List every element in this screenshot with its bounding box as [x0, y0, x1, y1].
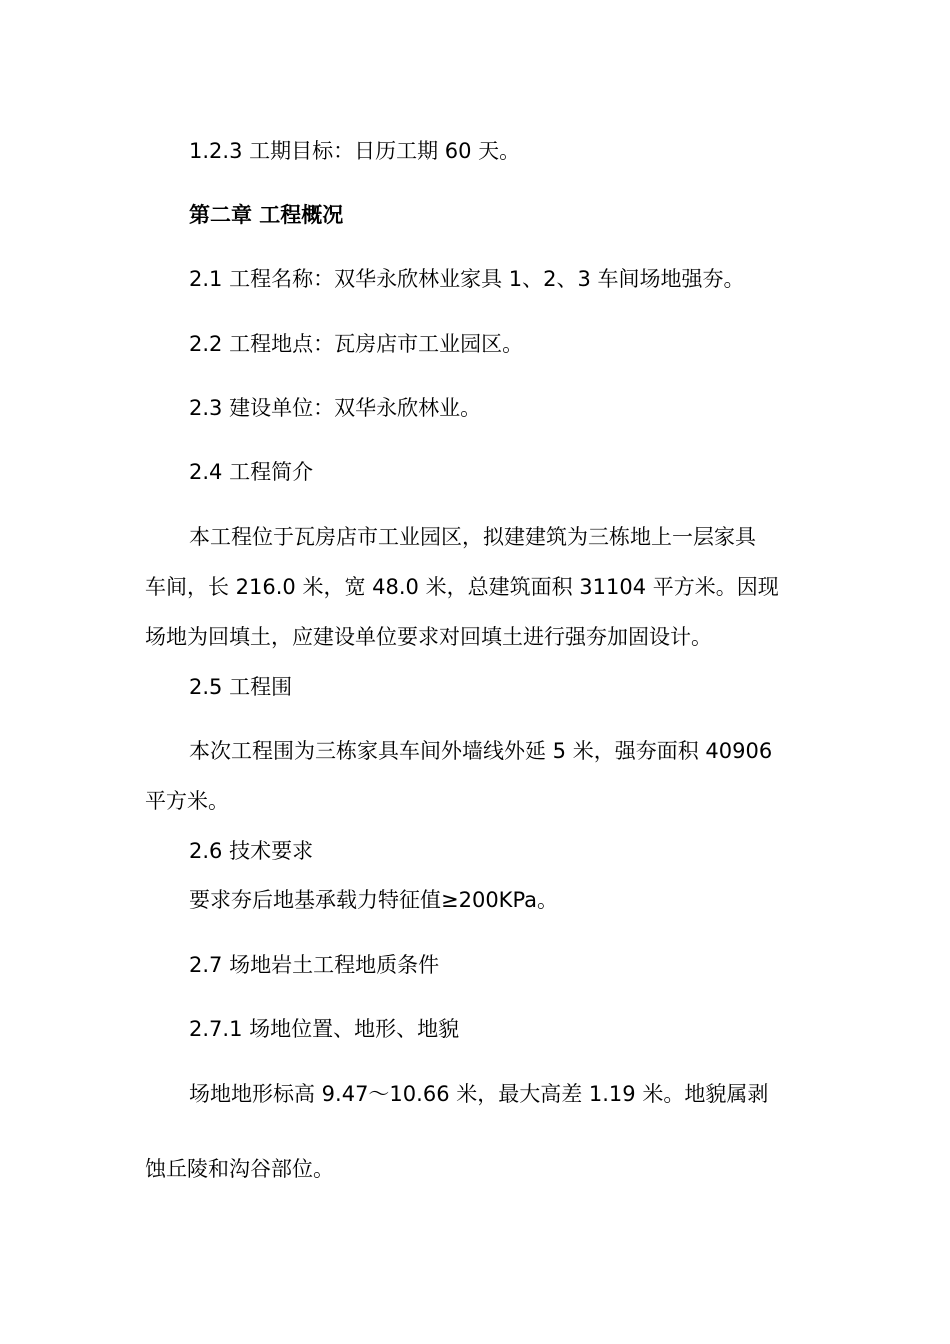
construction-unit: 2.3 建设单位：双华永欣林业。	[189, 396, 482, 420]
schedule-target: 1.2.3 工期目标：日历工期 60 天。	[189, 139, 521, 163]
project-intro-paragraph-line-3: 场地为回填土，应建设单位要求对回填土进行强夯加固设计。	[145, 625, 712, 649]
project-intro-paragraph-line-1: 本工程位于瓦房店市工业园区，拟建建筑为三栋地上一层家具	[189, 525, 756, 549]
project-scope-paragraph-line-1: 本次工程围为三栋家具车间外墙线外延 5 米，强夯面积 40906	[189, 739, 773, 763]
project-scope-paragraph-line-2: 平方米。	[145, 789, 229, 813]
project-intro-paragraph-line-2: 车间，长 216.0 米，宽 48.0 米，总建筑面积 31104 平方米。因现	[145, 575, 779, 599]
project-scope-heading: 2.5 工程围	[189, 675, 293, 699]
project-location: 2.2 工程地点：瓦房店市工业园区。	[189, 332, 524, 356]
site-location-heading: 2.7.1 场地位置、地形、地貌	[189, 1017, 460, 1041]
project-name: 2.1 工程名称：双华永欣林业家具 1、2、3 车间场地强夯。	[189, 267, 745, 291]
technical-requirements-heading: 2.6 技术要求	[189, 839, 314, 863]
technical-requirements-text: 要求夯后地基承载力特征值≥200KPa。	[189, 888, 559, 912]
geology-heading: 2.7 场地岩土工程地质条件	[189, 953, 440, 977]
site-terrain-paragraph-line-1: 场地地形标高 9.47～10.66 米，最大高差 1.19 米。地貌属剥	[189, 1082, 769, 1106]
project-intro-heading: 2.4 工程简介	[189, 460, 314, 484]
chapter-heading: 第二章 工程概况	[189, 203, 344, 227]
site-terrain-paragraph-line-2: 蚀丘陵和沟谷部位。	[145, 1157, 334, 1181]
